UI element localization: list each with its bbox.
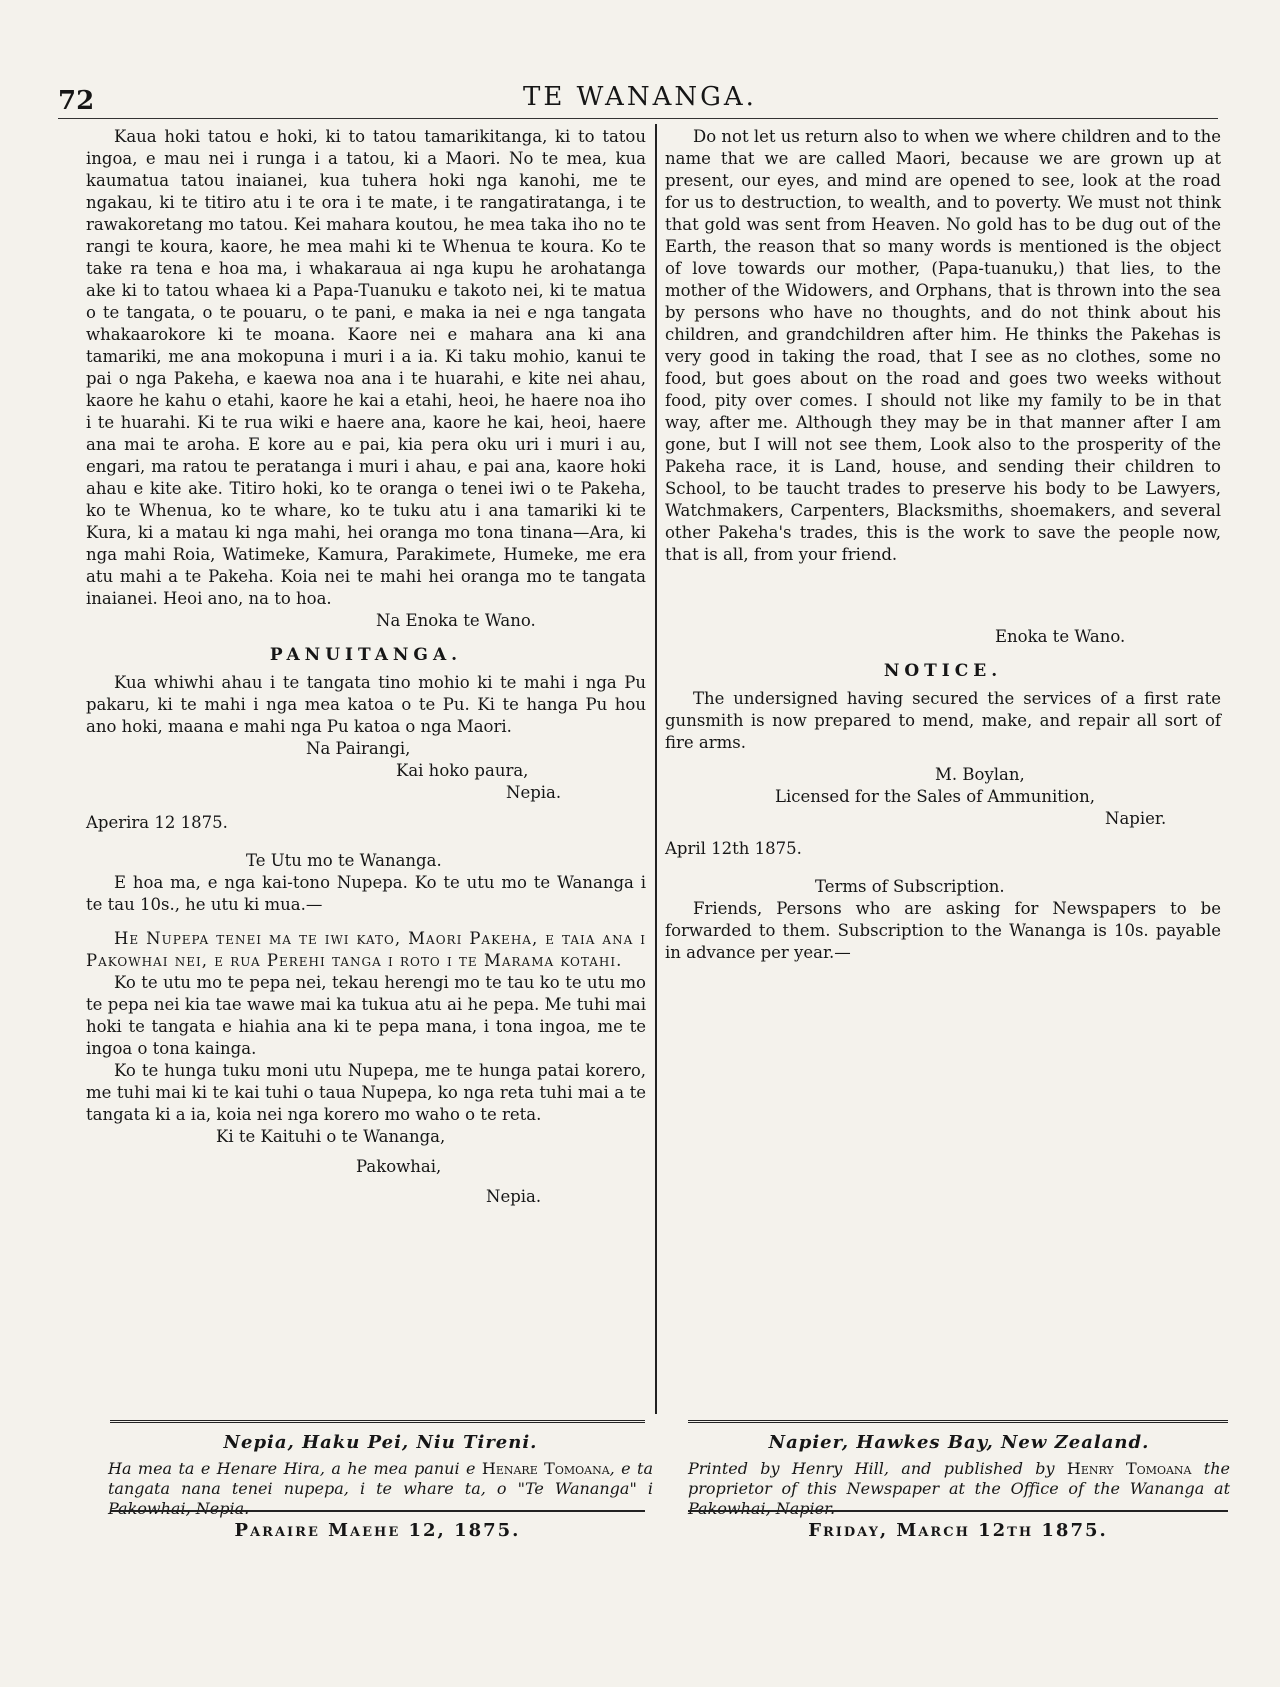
imprint-text-a: Ha mea ta e Henare Hira, a he mea panui e (108, 1459, 482, 1478)
nupepa-paragraph: He Nupepa tenei ma te iwi kato, Maori Pakeha, e taia ana i Pakowhai nei, e rua Perehi tanga i roto i te Marama kotahi. (86, 929, 646, 970)
notice-heading: NOTICE. (883, 661, 1003, 681)
imprint-publisher: Henare Tomoana (481, 1459, 610, 1478)
dateline-rule-left (110, 1510, 645, 1512)
terms-heading: Terms of Subscription. (815, 877, 1005, 896)
notice-signature-name: M. Boylan, (935, 765, 1025, 784)
utu-paragraph: E hoa ma, e nga kai-tono Nupepa. Ko te utu mo te Wananga i te tau 10s., he utu ki mua.— (86, 873, 646, 914)
right-column (665, 126, 1221, 964)
imprint-rule-right (688, 1420, 1228, 1427)
imprint-left (108, 1432, 653, 1519)
imprint-place: Napier, Hawkes Bay, New Zealand. (768, 1432, 1150, 1453)
kaituhi-city: Nepia. (486, 1187, 542, 1206)
article-signature: Enoka te Wano. (995, 627, 1126, 646)
panuitanga-paragraph: Kua whiwhi ahau i te tangata tino mohio ki te mahi i nga Pu pakaru, ki te mahi i nga mea katoa o te Pu. Ki te hanga Pu hou ano hoki, maana e mahi nga Pu katoa o nga Maori. (86, 673, 646, 736)
panuitanga-signature-name: Na Pairangi, (306, 739, 411, 758)
dateline-rule-right (688, 1510, 1228, 1512)
panuitanga-signature-title: Kai hoko paura, (396, 761, 529, 780)
panuitanga-signature-place: Nepia. (506, 783, 562, 802)
terms-paragraph: Friends, Persons who are asking for Newspapers to be forwarded to them. Subscription to the Wananga is 10s. payable in advance per year.— (665, 899, 1221, 962)
imprint-text-a: Printed by Henry Hill, and published by (688, 1459, 1067, 1478)
utu-heading: Te Utu mo te Wananga. (246, 851, 442, 870)
imprint-rule-left (110, 1420, 645, 1427)
article-signature: Na Enoka te Wano. (376, 611, 536, 630)
left-column (86, 126, 646, 1208)
utu-pepa-paragraph: Ko te utu mo te pepa nei, tekau herengi mo te tau ko te utu mo te pepa nei kia tae wawe mai ka tukua atu ai he pepa. Me tuhi mai hoki te tangata e hiahia ana ki te pepa mana, i tona ingoa, me te ingoa o tona kainga. (86, 973, 646, 1058)
masthead-title: TE WANANGA. (523, 82, 757, 112)
kaituhi-place: Pakowhai, (356, 1157, 442, 1176)
notice-signature-title: Licensed for the Sales of Ammunition, (775, 787, 1095, 806)
panuitanga-heading: PANUITANGA. (269, 645, 463, 665)
header-rule (58, 118, 1218, 119)
imprint-publisher: Henry Tomoana (1066, 1459, 1192, 1478)
issue-date-english: Friday, March 12th 1875. (808, 1520, 1108, 1541)
imprint-right (688, 1432, 1230, 1519)
article-paragraph: Kaua hoki tatou e hoki, ki to tatou tamarikitanga, ki to tatou ingoa, e mau nei i runga i a tatou, ki a Maori. No te mea, kua kaumatua tatou inaianei, kua tuhera hoki nga kanohi, me te ngakau, ki te titiro atu i te ora i te mate, i te rangatiratanga, i te rawakoretang mo tatou. Kei mahara koutou, he mea taka iho no te rangi te koura, kaore, he mea mahi ki te Whenua te koura. Ko te take ra tena e hoa ma, i whakaraua ai nga kupu he arohatanga ake ki to tatou whaea ki a Papa-Tuanuku e takoto nei, ki te matua o te tangata, o te pouaru, o te pani, e maka ia nei e nga tangata whakaarokore ki te moana. Kaore nei e mahara ana ki ana tamariki, me ana mokopuna i muri i a ia. Ki taku mohio, kanui te pai o nga Pakeha, e kaewa noa ana i te huarahi, e kite nei ahau, kaore he kahu o etahi, kaore he kai a etahi, heoi, he haere noa iho i te huarahi. Ki te rua wiki e haere ana, kaore he kai, heoi, haere ana mai te aroha. E kore au e pai, kia pera oku uri i muri i au, engari, ma ratou te peratanga i muri i ahau, e pai ana, kaore hoki ahau e kite ake. Titiro hoki, ko te oranga o tenei iwi o te Pakeha, ko te Whenua, ko te whare, ko te tuku atu i ana tamariki ki te Kura, ki a matau ki nga mahi, hei oranga mo tona tinana—Ara, ki nga mahi Roia, Watimeke, Kamura, Parakimete, Humeke, me era atu mahi a te Pakeha. Koia nei te mahi hei oranga mo te tangata inaianei. Heoi ano, na to hoa. (86, 127, 646, 608)
page-number: 72 (58, 86, 95, 116)
issue-date-maori: Paraire Maehe 12, 1875. (234, 1520, 521, 1541)
hunga-paragraph: Ko te hunga tuku moni utu Nupepa, me te hunga patai korero, me tuhi mai ki te kai tuhi o taua Nupepa, ko nga reta tuhi mai a te tangata ki a ia, koia nei nga korero mo waho o te reta. (86, 1061, 646, 1124)
notice-paragraph: The undersigned having secured the services of a first rate gunsmith is now prepared to mend, make, and repair all sort of fire arms. (665, 689, 1221, 752)
column-divider (655, 124, 657, 1414)
imprint-place: Nepia, Haku Pei, Niu Tireni. (223, 1432, 538, 1453)
imprint-text-b: , e ta tangata nana tenei nupepa, i te whare ta, o "Te Wananga" i Pakowhai, Nepia. (108, 1459, 653, 1518)
notice-signature-place: Napier. (1105, 809, 1167, 828)
panuitanga-date: Aperira 12 1875. (86, 813, 228, 832)
article-paragraph: Do not let us return also to when we where children and to the name that we are called Maori, because we are grown up at present, our eyes, and mind are opened to see, look at the road for us to destruction, to wealth, and to poverty. We must not think that gold was sent from Heaven. No gold has to be dug out of the Earth, the reason that so many words is mentioned is the object of love towards our mother, (Papa-tuanuku,) that lies, to the mother of the Widowers, and Orphans, that is thrown into the sea by persons who have no thoughts, and do not think about his children, and grandchildren after him. He thinks the Pakehas is very good in taking the road, that I see as no clothes, some no food, but goes about on the road and goes two weeks without food, pity over comes. I should not like my family to be in that way, after me. Although they may be in that manner after I am gone, but I will not see them, Look also to the prosperity of the Pakeha race, it is Land, house, and sending their children to School, to be taucht trades to preserve his body to be Lawyers, Watchmakers, Carpenters, Blacksmiths, shoemakers, and several other Pakeha's trades, this is the work to save the people now, that is all, from your friend. (665, 127, 1221, 564)
kaituhi-signature: Ki te Kaituhi o te Wananga, (216, 1127, 446, 1146)
notice-date: April 12th 1875. (665, 839, 802, 858)
imprint-text-b: the proprietor of this Newspaper at the Office of the Wananga at Pakowhai, Napier. (688, 1459, 1230, 1518)
